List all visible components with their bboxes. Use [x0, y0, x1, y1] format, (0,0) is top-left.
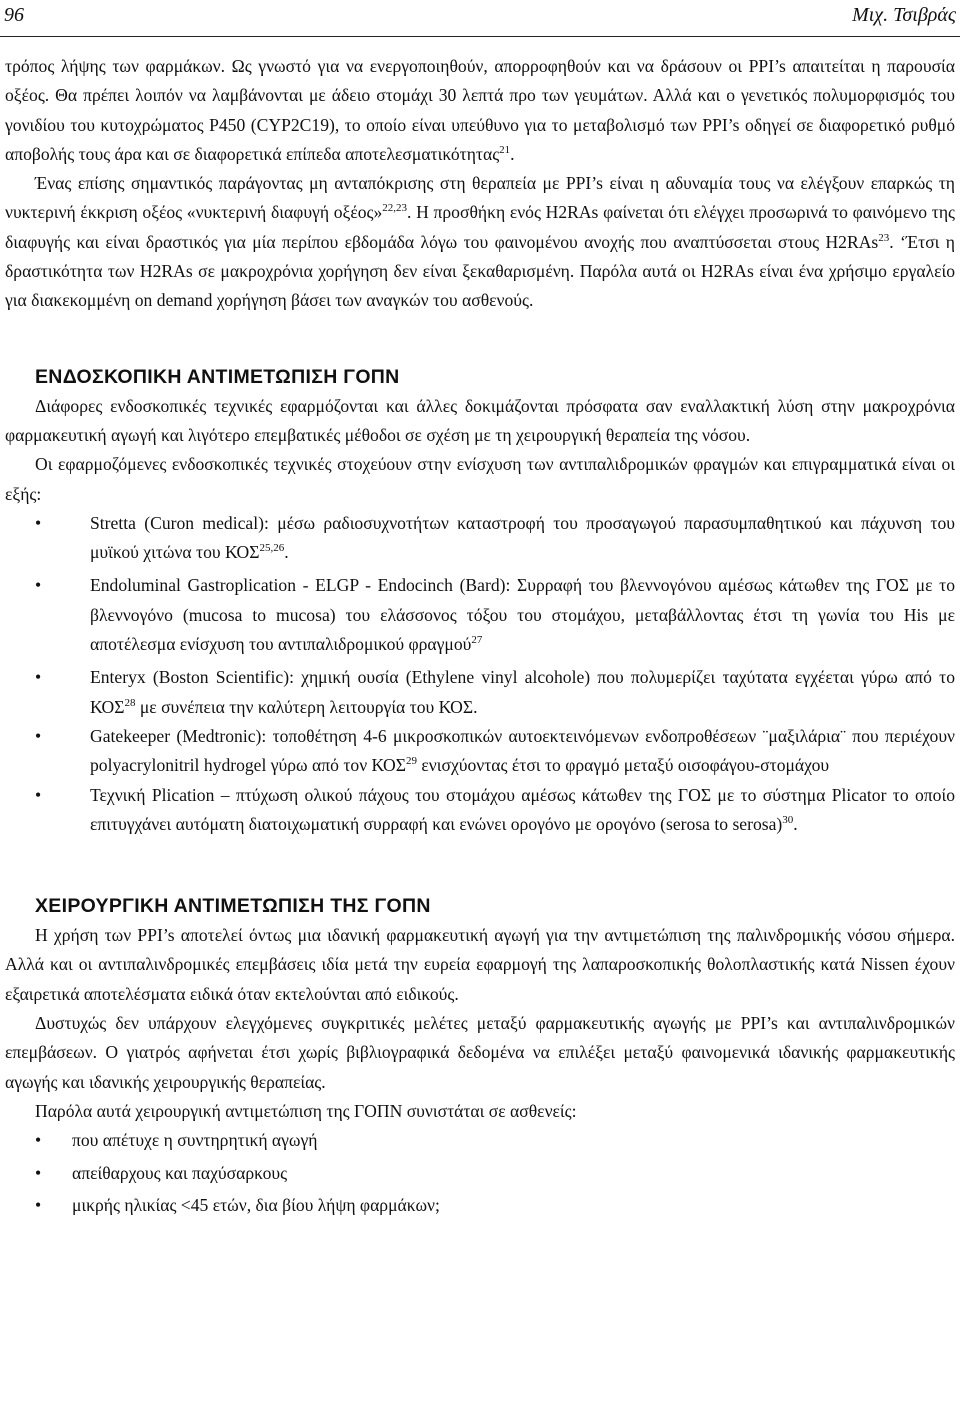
bullet-icon: •: [35, 1130, 42, 1151]
list-item-text: Endoluminal Gastroplication - ELGP - Endocinch (Bard): Συρραφή του βλεννογόνου αμέσως κάτωθεν της ΓΟΣ με το βλεννογόνο (mucosa to mucosa) του ελάσσονος τόξου του στομάχου, μεταβάλλοντας έτσι τη γωνία του His με αποτέλεσμα ενίσχυση του αντιπαλιδρομικού φραγμού: [90, 575, 955, 655]
list-item-text: Stretta (Curon medical): μέσω ραδιοσυχνοτήτων καταστροφή του προσαγωγού παρασυμπαθητικού και πάχυνση του μυϊκού χιτώνα του ΚΟΣ: [90, 512, 955, 563]
reference-superscript: 25,26: [259, 542, 285, 555]
header-divider: [0, 36, 960, 37]
reference-superscript: 28: [124, 696, 136, 709]
reference-superscript: 29: [405, 755, 417, 768]
paragraph-surgical-intro: Η χρήση των PPI’s αποτελεί όντως μια ιδανική φαρμακευτική αγωγή για την αντιμετώπιση της παλινδρομικής νόσου σήμερα. Αλλά και οι αντιπαλινδρομικές επεμβάσεις ιδία μετά την ευρεία εφαρμογή της λαπαροσκοπικής θολοπλαστικής κατά Nissen έχουν εξαιρετικά αποτελέσματα ειδικά όταν εκτελούνται από ειδικούς.: [5, 925, 955, 1004]
list-item-stretta: [5, 509, 955, 568]
list-item-gatekeeper: [5, 722, 955, 781]
paragraph-drug-intake: [5, 52, 955, 169]
list-item-text: Τεχνική Plication – πτύχωση ολικού πάχους του στομάχου αμέσως κάτωθεν της ΓΟΣ με το σύστημα Plicator το οποίο επιτυγχάνει αυτόματη διατοιχωματική συρραφή και ενώνει ορογόνο με ορογόνο (serosa to serosa): [90, 784, 955, 834]
paragraph-text: τρόπος λήψης των φαρμάκων. Ως γνωστό για να ενεργοποιηθούν, απορροφηθούν και να δράσουν οι PPI’s απαιτείται η παρουσία οξέος. Θα πρέπει λοιπόν να λαμβάνονται με άδειο στομάχι 30 λεπτά προ των γευμάτων. Αλλά και ο γενετικός πολυμορφισμός του γονιδίου του κυτοχρώματος P450 (CYP2C19), το οποίο είναι υπεύθυνο για το μεταβολισμό των PPI’s οδηγεί σε διαφορετικό ρυθμό αποβολής τους άρα και σε διαφορετικά επίπεδα αποτελεσματικότητας: [5, 56, 955, 164]
paragraph-endoscopic-techniques: Οι εφαρμοζόμενες ενδοσκοπικές τεχνικές στοχεύουν στην ενίσχυση των αντιπαλιδρομικών φραγμών και επιγραμματικά είναι οι εξής:: [5, 454, 955, 504]
surgical-indications-list: [5, 1126, 955, 1220]
list-item-indication: [5, 1191, 955, 1220]
bullet-icon: •: [35, 1162, 42, 1183]
page-number: 96: [4, 4, 24, 26]
running-head-author: Μιχ. Τσιβράς: [852, 4, 956, 26]
reference-superscript: 22,23: [382, 202, 408, 215]
list-item-plication: [5, 781, 955, 840]
endoscopic-techniques-list: [5, 509, 955, 839]
list-item-text-tail: .: [793, 813, 798, 834]
bullet-icon: •: [35, 784, 42, 805]
list-item-enteryx: [5, 663, 955, 722]
paragraph-surgical-indications: Παρόλα αυτά χειρουργική αντιμετώπιση της ΓΟΠΝ συνιστάται σε ασθενείς:: [35, 1100, 577, 1121]
paragraph-nocturnal-acid: [5, 169, 955, 315]
list-item-text: απείθαρχους και παχύσαρκους: [72, 1162, 288, 1183]
paragraph-text: .: [510, 143, 515, 164]
paragraph-endoscopic-intro: Διάφορες ενδοσκοπικές τεχνικές εφαρμόζονται και άλλες δοκιμάζονται πρόσφατα σαν εναλλακτική λύση στην μακροχρόνια φαρμακευτική αγωγή και λιγότερο επεμβατικές μέθοδοι σε σχέση με τη χειρουργική θεραπεία της νόσου.: [5, 395, 955, 445]
bullet-icon: •: [35, 512, 42, 533]
list-item-text-tail: .: [284, 542, 289, 563]
list-item-elgp: [5, 571, 955, 659]
bullet-icon: •: [35, 667, 42, 688]
reference-superscript: 27: [471, 634, 483, 647]
list-item-indication: [5, 1159, 955, 1188]
paragraph-text: . Η προσθήκη ενός H2RAs φαίνεται ότι ελέγχει προσωρινά το φαινόμενο της διαφυγής και είναι δραστικός για μία περίπου εβδομάδα λόγω του φαινομένου ανοχής που αναπτύσσεται στους H2RAs: [5, 202, 955, 252]
list-item-text: που απέτυχε η συντηρητική αγωγή: [72, 1130, 318, 1151]
paragraph-surgical-comparison: Δυστυχώς δεν υπάρχουν ελεγχόμενες συγκριτικές μελέτες μεταξύ φαρμακευτικής αγωγής με PPI’s και αντιπαλινδρομικών επεμβάσεων. Ο γιατρός αφήνεται έτσι χωρίς βιβλιογραφικά δεδομένα να επιλέξει μεταξύ φαινομενικά ιδανικής φαρμακευτικής αγωγής και ιδανικής χειρουργικής θεραπείας.: [5, 1013, 955, 1092]
list-item-text: Gatekeeper (Medtronic): τοποθέτηση 4-6 μικροσκοπικών αυτοεκτεινόμενων ενδοπροθέσεων ¨μαξιλάρια¨ που περιέχουν polyacrylonitril hydrogel γύρω από τον ΚΟΣ: [90, 725, 955, 776]
reference-superscript: 23: [878, 231, 890, 244]
bullet-icon: •: [35, 575, 42, 596]
list-item-text: Enteryx (Boston Scientific): χημική ουσία (Ethylene vinyl alcohole) που πολυμερίζει ταχύτατα εγχέεται γύρω από το ΚΟΣ: [90, 667, 955, 717]
paragraph-text: . ‘Έτσι η δραστικότητα των H2RAs σε μακροχρόνια χορήγηση δεν είναι ξεκαθαρισμένη. Παρόλα αυτά οι H2RAs είναι ένα χρήσιμο εργαλείο για διακεκομμένη on demand χορήγηση βάσει των αναγκών του ασθενούς.: [5, 231, 955, 311]
bullet-icon: •: [35, 725, 42, 746]
paragraph-text: Ένας επίσης σημαντικός παράγοντας μη ανταπόκρισης στη θεραπεία με PPI’s είναι η αδυναμία τους να ελέγξουν επαρκώς τη νυκτερινή έκκριση οξέος «νυκτερινή διαφυγή οξέος»: [5, 173, 955, 223]
bullet-icon: •: [35, 1194, 42, 1215]
page-body: [5, 52, 955, 1220]
list-item-text-tail: ενισχύοντας έτσι το φραγμό μεταξύ οισοφάγου-στομάχου: [416, 755, 830, 776]
reference-superscript: 30: [782, 813, 794, 826]
list-item-text: μικρής ηλικίας <45 ετών, δια βίου λήψη φαρμάκων;: [72, 1194, 440, 1215]
reference-superscript: 21: [499, 144, 511, 157]
list-item-text-tail: με συνέπεια την καλύτερη λειτουργία του ΚΟΣ.: [135, 696, 478, 717]
page-header: [0, 0, 960, 36]
section-heading-surgical: ΧΕΙΡΟΥΡΓΙΚΗ ΑΝΤΙΜΕΤΩΠΙΣΗ ΤΗΣ ΓΟΠΝ: [35, 895, 431, 918]
list-item-indication: [5, 1126, 955, 1155]
section-heading-endoscopic: ΕΝΔΟΣΚΟΠΙΚΗ ΑΝΤΙΜΕΤΩΠΙΣΗ ΓΟΠΝ: [35, 365, 400, 388]
